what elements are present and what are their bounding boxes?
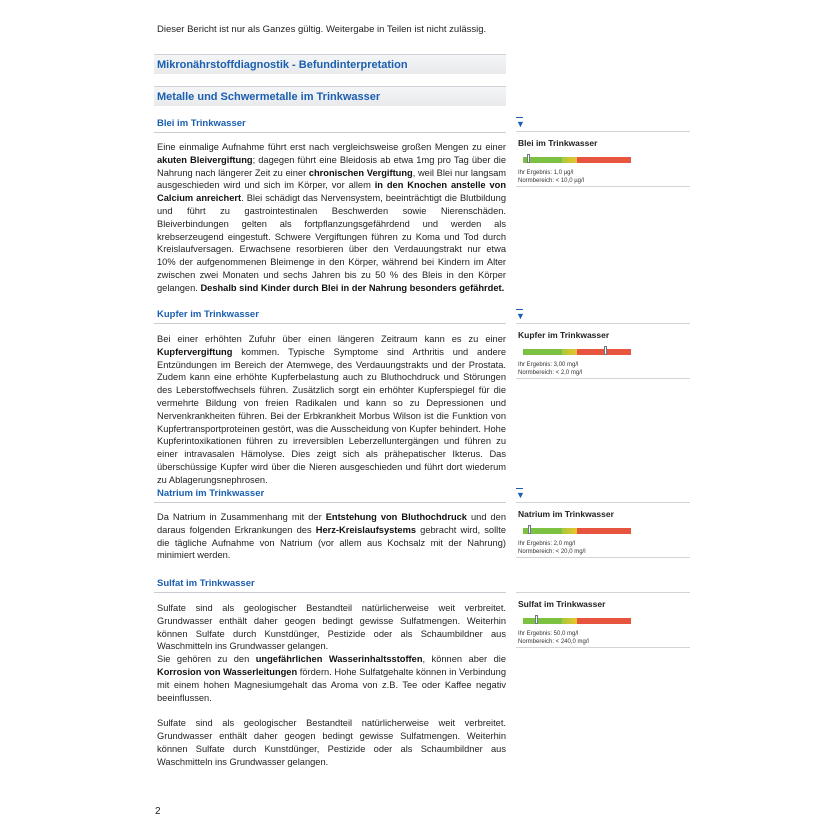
norm-range: Normbereich: < 10,0 µg/l [518, 177, 584, 184]
card-values [518, 631, 589, 646]
marker-arrow-icon: ▼ [516, 490, 525, 500]
marker-arrow-icon: ▼ [516, 311, 525, 321]
sulfat-paragraph-2: Sie gehören zu den ungefährlichen Wasserinhaltsstoffen, können aber die Korrosion von Wasserleitungen fördern. Hohe Sulfatgehalte können in Verbindung mit einem hohen Magnesiumgehalt das Aroma von z.B. Tee oder Kaffee negativ beeinflussen. [157, 654, 506, 703]
card-title: Natrium im Trinkwasser [518, 509, 614, 519]
card-values [518, 541, 586, 556]
card-title: Blei im Trinkwasser [518, 138, 598, 148]
norm-range: Normbereich: < 20,0 mg/l [518, 548, 586, 555]
result-indicator [528, 525, 531, 534]
paragraph-blei: Eine einmalige Aufnahme führt erst nach vergleichsweise großen Mengen zu einer akuten Bleivergiftung; dagegen führt eine Bleidosis ab etwa 1mg pro Tag über die Nahrung nach längerer Zeit zu einer chronischen Vergiftung, weil Blei nur langsam ausgeschieden wird und sich im Körper, vor allem in den Knochen anstelle von Calcium anreichert. Blei schädigt das Nervensystem, beeinträchtigt die Blutbildung und führt zu gastrointestinalen Beschwerden sowie Nierenschäden. Bleiverbindungen gelten als fortpflanzungsgefährdend und werden als krebserzeugend eingestuft. Schwere Vergiftungen führen zu Koma und Tod durch Kreislaufversagen. Erwachsene resorbieren über den Verdauungstrakt nur etwa 10% der aufgenommenen Bleimenge in den Körper, während bei Kindern im Alter zwischen zwei Monaten und sechs Jahren bis zu 50 % des Bleis in den Körper gelangen. Deshalb sind Kinder durch Blei in der Nahrung besonders gefährdet. [157, 142, 507, 293]
card-title: Sulfat im Trinkwasser [518, 599, 606, 609]
result-value: Ihr Ergebnis: 2,0 mg/l [518, 541, 576, 547]
result-value: Ihr Ergebnis: 3,00 mg/l [518, 362, 579, 368]
card-values [518, 362, 582, 377]
result-scale [523, 618, 631, 624]
section-title-kupfer: Kupfer im Trinkwasser [154, 308, 506, 324]
sulfat-paragraph-1: Sulfate sind als geologischer Bestandteil natürlicherweise weit verbreitet. Grundwasser enthält daher geogen bedingt gewisse Sulfatmengen. Weiterhin können Sulfate durch Kunstdünger, Pestizide oder als Schaumbildner aus Waschmitteln ins Grundwasser gelangen. [157, 603, 506, 652]
result-value: Ihr Ergebnis: 1,0 µg/l [518, 170, 574, 176]
section-title-sulfat: Sulfat im Trinkwasser [154, 577, 506, 593]
card-values [518, 170, 584, 185]
paragraph-kupfer: Bei einer erhöhten Zufuhr über einen längeren Zeitraum kann es zu einer Kupfervergiftung kommen. Typische Symptome sind Arthritis und andere Entzündungen im Bereich der Atemwege, des Verdauungstrakts und der Prostata. Zudem kann eine erhöhte Kupferbelastung auch zu Bluthochdruck und Störungen des Leberstoffwechsels führen. Zusätzlich sorgt ein erhöhter Kupferspiegel für die vermehrte Bildung von freien Radikalen und kann so zu Depressionen und Nervenkrankheiten führen. Bei der Erbkrankheit Morbus Wilson ist die Funktion von Kupfertransportproteinen gestört, was die Ausscheidung von Kupfer behindert. Hohe Kupferintoxikationen führen zu irreversiblen Leberzelluntergängen und führen zu einer intravasalen Hämolyse. Dies zeigt sich als prähepatischer Ikterus. Das überschüssige Kupfer wird über die Nieren ausgeschieden und führt dort wiederum zu Ablagerungsnephrosen. [157, 334, 506, 485]
result-indicator [604, 346, 607, 355]
result-scale [523, 349, 631, 355]
result-scale [523, 528, 631, 534]
section-title-blei: Blei im Trinkwasser [154, 117, 506, 133]
result-indicator [535, 615, 538, 624]
card-title: Kupfer im Trinkwasser [518, 330, 610, 340]
paragraph-natrium: Da Natrium in Zusammenhang mit der Entstehung von Bluthochdruck und den daraus folgenden Erkrankungen des Herz-Kreislaufsystems gebracht wird, sollte die tägliche Aufnahme von Natrium (vor allem aus Kochsalz mit der Nahrung) minimiert werden. [157, 512, 506, 561]
validity-notice: Dieser Bericht ist nur als Ganzes gültig. Weitergabe in Teilen ist nicht zulässig. [157, 24, 487, 35]
result-scale [523, 157, 631, 163]
norm-range: Normbereich: < 240,0 mg/l [518, 638, 589, 645]
topic-banner: Metalle und Schwermetalle im Trinkwasser [154, 86, 506, 106]
norm-range: Normbereich: < 2,0 mg/l [518, 369, 583, 376]
result-card-sulfat [516, 592, 690, 648]
paragraph-sulfat [157, 602, 506, 768]
page-number: 2 [155, 806, 161, 817]
marker-arrow-icon: ▼ [516, 119, 525, 129]
report-section-banner: Mikronährstoffdiagnostik - Befundinterpretation [154, 54, 506, 74]
result-card-kupfer [516, 323, 690, 379]
result-card-blei [516, 131, 690, 187]
result-card-natrium [516, 502, 690, 558]
result-indicator [527, 154, 530, 163]
section-title-natrium: Natrium im Trinkwasser [154, 487, 506, 503]
result-value: Ihr Ergebnis: 50,0 mg/l [518, 631, 579, 637]
sulfat-paragraph-3: Sulfate sind als geologischer Bestandteil natürlicherweise weit verbreitet. Grundwasser enthält daher geogen bedingt gewisse Sulfatmengen. Weiterhin können Sulfate durch Kunstdünger, Pestizide oder als Schaumbildner aus Waschmitteln ins Grundwasser gelangen. [157, 718, 506, 767]
